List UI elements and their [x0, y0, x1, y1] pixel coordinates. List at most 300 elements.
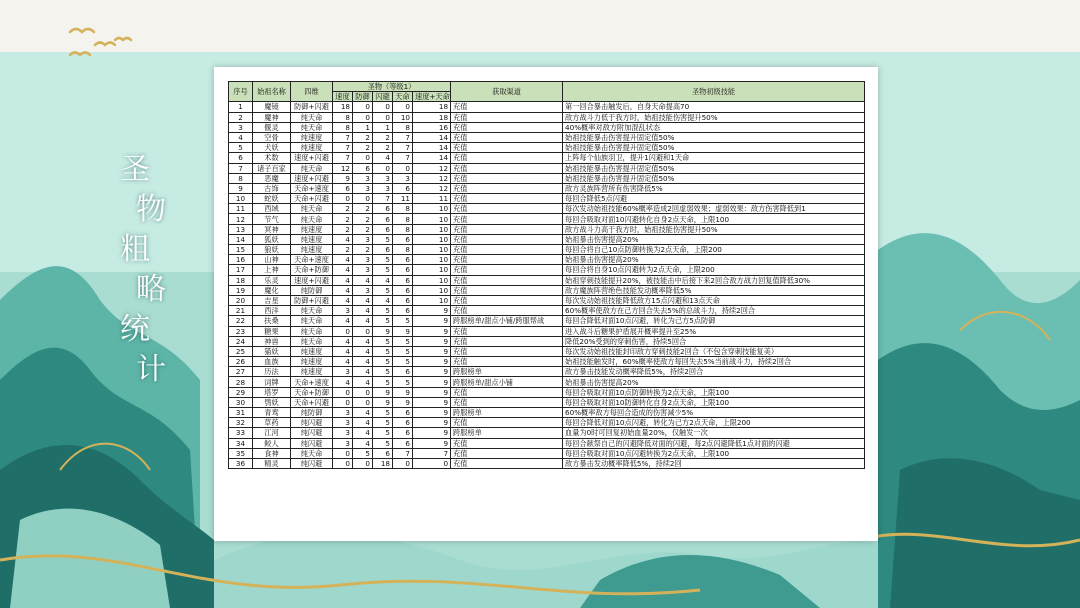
cell-source: 跨服榜单/甜点小铺/跨服帮战: [451, 316, 563, 326]
cell-source: 充值: [451, 418, 563, 428]
table-row: [229, 255, 865, 265]
side-title: [120, 150, 168, 390]
cell-speed: 4: [333, 357, 353, 367]
cell-skill: 始祖技能暴击伤害提升固定值50%: [563, 132, 865, 142]
cell-life: 7: [393, 448, 413, 458]
cell-skill: 每回合献祭自己的闪避降低对面的闪避，每2点闪避降低1点对面的闪避: [563, 438, 865, 448]
cell-skill: 每回合吸取对面10防御转化自身2点天命，上限100: [563, 397, 865, 407]
cell-name: 蛇妖: [253, 194, 291, 204]
cell-dims: 天命+速度: [291, 377, 333, 387]
cell-name: 草药: [253, 418, 291, 428]
cell-dodge: 5: [373, 408, 393, 418]
cell-source: 充值: [451, 295, 563, 305]
cell-speed: 0: [333, 458, 353, 468]
header-source: 获取渠道: [451, 82, 563, 102]
header-group: 圣物（等级1）: [333, 82, 451, 92]
cell-name: 术数: [253, 153, 291, 163]
cell-defense: 5: [353, 448, 373, 458]
cell-skill: 敌方暴击发动概率降低5%，持续2回: [563, 458, 865, 468]
cell-defense: 0: [353, 153, 373, 163]
cell-skill: 40%概率对敌方附加混乱状态: [563, 122, 865, 132]
cell-sum: 12: [413, 183, 451, 193]
cell-no: 33: [229, 428, 253, 438]
cell-dims: 纯闪避: [291, 418, 333, 428]
cell-name: 魔神: [253, 112, 291, 122]
cell-dims: 防御+闪避: [291, 295, 333, 305]
table-row: [229, 234, 865, 244]
cell-speed: 4: [333, 346, 353, 356]
cell-life: 7: [393, 153, 413, 163]
cell-dims: 纯天命: [291, 306, 333, 316]
cell-name: 山神: [253, 255, 291, 265]
cell-no: 11: [229, 204, 253, 214]
cell-name: 恶魔: [253, 173, 291, 183]
cell-dims: 速度+闪避: [291, 275, 333, 285]
cell-defense: 3: [353, 265, 373, 275]
table-row: [229, 357, 865, 367]
cell-no: 34: [229, 438, 253, 448]
cell-speed: 3: [333, 418, 353, 428]
cell-dims: 纯速度: [291, 357, 333, 367]
header-life: 天命: [393, 92, 413, 102]
cell-skill: 始祖暴击伤害提高20%: [563, 377, 865, 387]
cell-no: 29: [229, 387, 253, 397]
table-row: [229, 367, 865, 377]
cell-life: 5: [393, 336, 413, 346]
cell-no: 28: [229, 377, 253, 387]
cell-defense: 4: [353, 357, 373, 367]
cell-dims: 天命+闪避: [291, 194, 333, 204]
cell-dodge: 3: [373, 173, 393, 183]
cell-sum: 16: [413, 122, 451, 132]
cell-speed: 4: [333, 255, 353, 265]
cell-defense: 2: [353, 224, 373, 234]
cell-life: 9: [393, 326, 413, 336]
cell-sum: 9: [413, 387, 451, 397]
cell-dims: 纯闪避: [291, 438, 333, 448]
cell-dodge: 5: [373, 428, 393, 438]
cell-source: 充值: [451, 397, 563, 407]
cell-dims: 纯天命: [291, 204, 333, 214]
cell-dodge: 6: [373, 224, 393, 234]
cell-skill: 始祖技能暴击伤害提升固定值50%: [563, 173, 865, 183]
cell-skill: 每回合将自己10点防御转换为2点天命，上限200: [563, 245, 865, 255]
cell-sum: 10: [413, 245, 451, 255]
cell-dims: 纯防御: [291, 408, 333, 418]
cell-dodge: 9: [373, 326, 393, 336]
cell-life: 8: [393, 224, 413, 234]
side-title-char: 计: [136, 352, 166, 387]
table-row: [229, 183, 865, 193]
cell-no: 24: [229, 336, 253, 346]
cell-speed: 3: [333, 438, 353, 448]
cell-sum: 10: [413, 234, 451, 244]
cell-sum: 10: [413, 214, 451, 224]
cell-no: 17: [229, 265, 253, 275]
cell-life: 0: [393, 163, 413, 173]
cell-dims: 纯速度: [291, 367, 333, 377]
cell-defense: 4: [353, 438, 373, 448]
cell-name: 魔化: [253, 285, 291, 295]
table-sheet: [214, 67, 878, 541]
cell-speed: 2: [333, 245, 353, 255]
table-row: [229, 306, 865, 316]
cell-skill: 每回合吸取对面10闪避转化自身2点天命，上限100: [563, 214, 865, 224]
cell-dodge: 5: [373, 418, 393, 428]
table-row: [229, 326, 865, 336]
cell-skill: 第一回合暴击触发后，自身天命提高70: [563, 102, 865, 112]
cell-source: 充值: [451, 448, 563, 458]
cell-speed: 0: [333, 448, 353, 458]
cell-life: 6: [393, 295, 413, 305]
cell-source: 跨服榜单: [451, 367, 563, 377]
cell-skill: 敌方战斗力低于我方时，始祖技能伤害提升50%: [563, 112, 865, 122]
cell-name: 乐灵: [253, 275, 291, 285]
cell-speed: 8: [333, 122, 353, 132]
cell-sum: 9: [413, 438, 451, 448]
cell-name: 鲛人: [253, 438, 291, 448]
cell-dims: 纯天命: [291, 163, 333, 173]
cell-life: 5: [393, 316, 413, 326]
cell-dodge: 0: [373, 112, 393, 122]
cell-dodge: 0: [373, 163, 393, 173]
header-speed-life: 速度+天命: [413, 92, 451, 102]
cell-source: 充值: [451, 255, 563, 265]
header-dodge: 闪避: [373, 92, 393, 102]
cell-source: 充值: [451, 245, 563, 255]
table-body: [229, 102, 865, 469]
cell-name: 吉星: [253, 295, 291, 305]
cell-sum: 10: [413, 265, 451, 275]
cell-speed: 2: [333, 224, 353, 234]
cell-sum: 12: [413, 173, 451, 183]
cell-no: 12: [229, 214, 253, 224]
cell-name: 上神: [253, 265, 291, 275]
cell-defense: 0: [353, 397, 373, 407]
table-row: [229, 102, 865, 112]
cell-source: 充值: [451, 132, 563, 142]
cell-defense: 2: [353, 143, 373, 153]
cell-speed: 3: [333, 367, 353, 377]
cell-no: 23: [229, 326, 253, 336]
cell-no: 20: [229, 295, 253, 305]
side-title-char: 圣: [120, 152, 150, 187]
cell-dims: 天命+速度: [291, 255, 333, 265]
cell-sum: 9: [413, 357, 451, 367]
cell-no: 10: [229, 194, 253, 204]
cell-speed: 12: [333, 163, 353, 173]
table-row: [229, 112, 865, 122]
cell-defense: 4: [353, 377, 373, 387]
cell-sum: 11: [413, 194, 451, 204]
cell-source: 充值: [451, 234, 563, 244]
cell-dodge: 2: [373, 132, 393, 142]
cell-dims: 纯天命: [291, 326, 333, 336]
header-no: 序号: [229, 82, 253, 102]
cell-speed: 4: [333, 377, 353, 387]
cell-source: 充值: [451, 306, 563, 316]
cell-dodge: 5: [373, 265, 393, 275]
cell-life: 6: [393, 438, 413, 448]
header-speed: 速度: [333, 92, 353, 102]
cell-defense: 0: [353, 387, 373, 397]
cell-source: 充值: [451, 357, 563, 367]
cell-life: 8: [393, 122, 413, 132]
cell-name: 精灵: [253, 458, 291, 468]
cell-name: 青鸾: [253, 408, 291, 418]
cell-life: 6: [393, 255, 413, 265]
cell-dodge: 6: [373, 245, 393, 255]
cell-dims: 天命+防御: [291, 387, 333, 397]
cell-no: 1: [229, 102, 253, 112]
cell-source: 充值: [451, 214, 563, 224]
cell-defense: 3: [353, 285, 373, 295]
cell-no: 4: [229, 132, 253, 142]
cell-name: 犬妖: [253, 143, 291, 153]
cell-no: 32: [229, 418, 253, 428]
cell-dims: 纯速度: [291, 234, 333, 244]
cell-skill: 每回合降低5点闪避: [563, 194, 865, 204]
cell-defense: 0: [353, 102, 373, 112]
cell-dodge: 4: [373, 153, 393, 163]
cell-sum: 14: [413, 132, 451, 142]
cell-skill: 血量为0时可回复初始血量20%，仅触发一次: [563, 428, 865, 438]
cell-dims: 纯速度: [291, 132, 333, 142]
cell-life: 0: [393, 102, 413, 112]
cell-source: 充值: [451, 102, 563, 112]
cell-life: 6: [393, 285, 413, 295]
cell-sum: 9: [413, 367, 451, 377]
cell-sum: 10: [413, 224, 451, 234]
cell-defense: 2: [353, 204, 373, 214]
cell-dodge: 3: [373, 183, 393, 193]
table-row: [229, 418, 865, 428]
cell-source: 充值: [451, 194, 563, 204]
cell-defense: 3: [353, 255, 373, 265]
cell-source: 充值: [451, 265, 563, 275]
cell-no: 14: [229, 234, 253, 244]
cell-sum: 14: [413, 143, 451, 153]
cell-no: 27: [229, 367, 253, 377]
table-row: [229, 122, 865, 132]
cell-sum: 9: [413, 326, 451, 336]
cell-no: 5: [229, 143, 253, 153]
cell-defense: 4: [353, 418, 373, 428]
table-row: [229, 214, 865, 224]
cell-defense: 2: [353, 132, 373, 142]
cell-sum: 9: [413, 408, 451, 418]
cell-defense: 4: [353, 316, 373, 326]
cell-source: 充值: [451, 204, 563, 214]
cell-speed: 4: [333, 234, 353, 244]
cell-source: 充值: [451, 163, 563, 173]
cell-dodge: 5: [373, 357, 393, 367]
cell-dodge: 5: [373, 234, 393, 244]
cell-sum: 10: [413, 204, 451, 214]
cell-defense: 3: [353, 173, 373, 183]
cell-sum: 0: [413, 458, 451, 468]
cell-dims: 纯天命: [291, 336, 333, 346]
cell-sum: 7: [413, 448, 451, 458]
cell-skill: 每次发动始祖技能60%概率造成2回虚弱效果；虚弱效果：敌方伤害降低到1: [563, 204, 865, 214]
header-name: 始祖名称: [253, 82, 291, 102]
cell-dodge: 9: [373, 387, 393, 397]
cell-no: 22: [229, 316, 253, 326]
cell-name: 狐妖: [253, 234, 291, 244]
cell-dodge: 5: [373, 346, 393, 356]
cell-life: 7: [393, 132, 413, 142]
cell-no: 6: [229, 153, 253, 163]
cell-life: 6: [393, 367, 413, 377]
cell-life: 7: [393, 143, 413, 153]
cell-dodge: 9: [373, 397, 393, 407]
cell-source: 充值: [451, 387, 563, 397]
header-defense: 防御: [353, 92, 373, 102]
cell-dodge: 0: [373, 102, 393, 112]
cell-speed: 4: [333, 285, 353, 295]
cell-speed: 7: [333, 143, 353, 153]
cell-dims: 速度+闪避: [291, 153, 333, 163]
side-title-char: 物: [136, 192, 166, 227]
cell-speed: 4: [333, 265, 353, 275]
cell-skill: 敌方暴击技能发动概率降低5%，持续2回合: [563, 367, 865, 377]
cell-sum: 9: [413, 418, 451, 428]
cell-skill: 始祖技能触发时，60%概率使敌方每回失去5%当前战斗力，持续2回合: [563, 357, 865, 367]
cell-dodge: 5: [373, 367, 393, 377]
cell-life: 8: [393, 245, 413, 255]
cell-life: 10: [393, 112, 413, 122]
cell-defense: 4: [353, 428, 373, 438]
cell-source: 充值: [451, 285, 563, 295]
side-title-char: 略: [136, 272, 166, 307]
cell-dodge: 6: [373, 204, 393, 214]
table-row: [229, 377, 865, 387]
cell-defense: 6: [353, 163, 373, 173]
cell-life: 6: [393, 234, 413, 244]
cell-speed: 18: [333, 102, 353, 112]
cell-dims: 纯天命: [291, 448, 333, 458]
cell-life: 8: [393, 214, 413, 224]
cell-no: 26: [229, 357, 253, 367]
cell-defense: 0: [353, 326, 373, 336]
cell-skill: 始祖暴击伤害提高20%: [563, 234, 865, 244]
cell-speed: 7: [333, 132, 353, 142]
cell-speed: 6: [333, 183, 353, 193]
cell-defense: 3: [353, 234, 373, 244]
cell-sum: 14: [413, 153, 451, 163]
cell-no: 15: [229, 245, 253, 255]
cell-defense: 2: [353, 245, 373, 255]
cell-name: 糖果: [253, 326, 291, 336]
cell-dims: 纯速度: [291, 224, 333, 234]
cell-no: 2: [229, 112, 253, 122]
cell-no: 25: [229, 346, 253, 356]
cell-defense: 4: [353, 408, 373, 418]
cell-name: 神兽: [253, 336, 291, 346]
cell-skill: 始祖技能暴击伤害提升固定值50%: [563, 143, 865, 153]
cell-dims: 纯天命: [291, 112, 333, 122]
cell-defense: 0: [353, 112, 373, 122]
cell-dims: 防御+闪避: [291, 102, 333, 112]
cell-life: 5: [393, 357, 413, 367]
cell-speed: 8: [333, 112, 353, 122]
cell-source: 充值: [451, 122, 563, 132]
cell-source: 充值: [451, 326, 563, 336]
table-row: [229, 428, 865, 438]
cell-source: 充值: [451, 153, 563, 163]
table-row: [229, 265, 865, 275]
cell-life: 5: [393, 377, 413, 387]
cell-sum: 10: [413, 255, 451, 265]
cell-speed: 3: [333, 428, 353, 438]
table-row: [229, 224, 865, 234]
cell-no: 9: [229, 183, 253, 193]
cell-source: 跨服榜单: [451, 428, 563, 438]
table-row: [229, 448, 865, 458]
cell-name: 空骨: [253, 132, 291, 142]
cell-sum: 18: [413, 112, 451, 122]
cell-life: 3: [393, 173, 413, 183]
cell-life: 6: [393, 306, 413, 316]
cell-defense: 4: [353, 367, 373, 377]
cell-name: 冥神: [253, 224, 291, 234]
cell-source: 充值: [451, 224, 563, 234]
cell-source: 充值: [451, 458, 563, 468]
side-title-char: 粗: [120, 232, 150, 267]
cell-defense: 3: [353, 183, 373, 193]
table-row: [229, 438, 865, 448]
cell-defense: 4: [353, 336, 373, 346]
cell-defense: 4: [353, 295, 373, 305]
cell-skill: 敌方魔族阵营绝色技能发动概率降低5%: [563, 285, 865, 295]
cell-name: 江河: [253, 428, 291, 438]
cell-dodge: 5: [373, 336, 393, 346]
cell-life: 9: [393, 387, 413, 397]
table-row: [229, 408, 865, 418]
cell-dims: 纯防御: [291, 285, 333, 295]
cell-defense: 0: [353, 458, 373, 468]
cell-speed: 0: [333, 387, 353, 397]
table-row: [229, 194, 865, 204]
cell-life: 6: [393, 265, 413, 275]
cell-name: 诸子百家: [253, 163, 291, 173]
cell-name: 偃灵: [253, 122, 291, 132]
table-row: [229, 132, 865, 142]
cell-life: 8: [393, 204, 413, 214]
cell-skill: 每次发动始祖技能封印敌方穿刺技能2回合（不包含穿刺技能复美）: [563, 346, 865, 356]
cell-dodge: 1: [373, 122, 393, 132]
cell-skill: 每回合降低对面10点闪避，转化为己方5点防御: [563, 316, 865, 326]
cell-speed: 3: [333, 306, 353, 316]
cell-speed: 7: [333, 153, 353, 163]
cell-speed: 0: [333, 194, 353, 204]
cell-no: 19: [229, 285, 253, 295]
cell-sum: 9: [413, 306, 451, 316]
cell-life: 9: [393, 397, 413, 407]
cell-speed: 2: [333, 214, 353, 224]
cell-source: 跨服榜单/甜点小铺: [451, 377, 563, 387]
cell-name: 西洋: [253, 306, 291, 316]
cell-dodge: 5: [373, 377, 393, 387]
cell-skill: 上阵每个仙族羽卫，提升1闪避和1天命: [563, 153, 865, 163]
cell-sum: 10: [413, 275, 451, 285]
cell-no: 8: [229, 173, 253, 183]
header-skill: 圣物初级技能: [563, 82, 865, 102]
cell-sum: 9: [413, 346, 451, 356]
cell-source: 充值: [451, 183, 563, 193]
cell-name: 历法: [253, 367, 291, 377]
cell-no: 21: [229, 306, 253, 316]
